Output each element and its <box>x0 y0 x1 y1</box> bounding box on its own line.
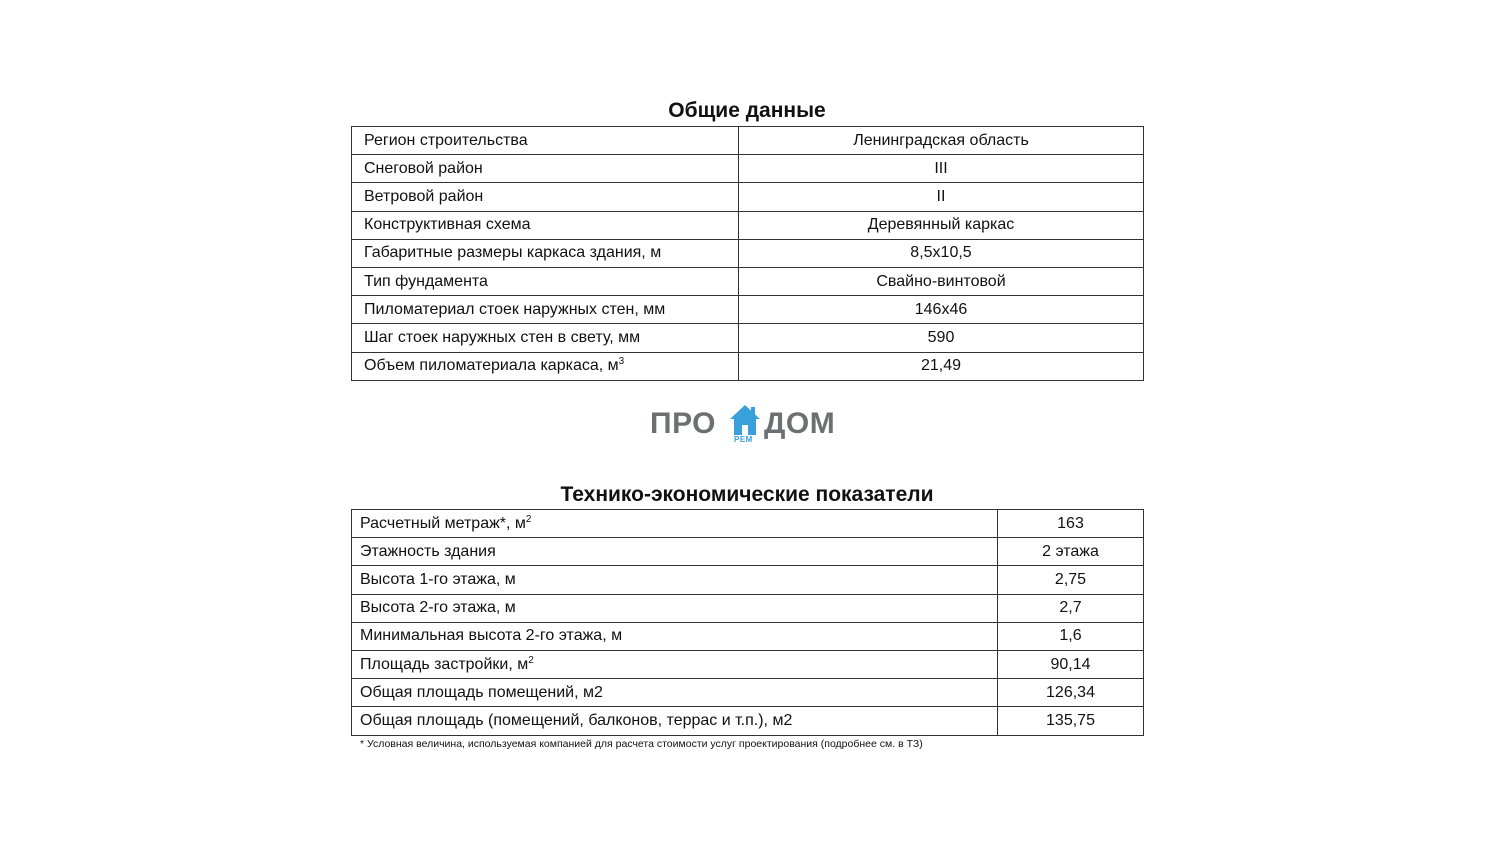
row-value: II <box>739 183 1144 211</box>
row-value: 2 этажа <box>998 538 1144 566</box>
general-data-title: Общие данные <box>668 99 826 122</box>
row-label: Снеговой район <box>352 155 739 183</box>
row-value: 2,75 <box>998 566 1144 594</box>
row-label: Ветровой район <box>352 183 739 211</box>
row-value: 135,75 <box>998 707 1144 735</box>
unit-superscript: 3 <box>618 356 625 368</box>
row-value: 21,49 <box>739 352 1144 380</box>
row-label: Минимальная высота 2-го этажа, м <box>352 622 998 650</box>
row-label: Высота 2-го этажа, м <box>352 594 998 622</box>
row-label: Площадь застройки, $м^2$ <box>352 650 998 678</box>
row-value: Свайно-винтовой <box>739 267 1144 295</box>
unit-superscript: 2 <box>528 654 534 666</box>
table-row <box>352 211 1144 239</box>
table-row <box>352 296 1144 324</box>
general-data-table <box>351 126 1144 381</box>
table-row <box>352 267 1144 295</box>
tech-indicators-table <box>351 509 1144 736</box>
row-value: Ленинградская область <box>739 127 1144 155</box>
table-row <box>352 538 1144 566</box>
row-label: Пиломатериал стоек наружных стен, мм <box>352 296 739 324</box>
logo-text-right: ДОМ <box>764 407 836 440</box>
table-row <box>352 622 1144 650</box>
row-label: Высота 1-го этажа, м <box>352 566 998 594</box>
row-value: 90,14 <box>998 650 1144 678</box>
row-label: Этажность здания <box>352 538 998 566</box>
row-label: Тип фундамента <box>352 267 739 295</box>
row-label: Регион строительства <box>352 127 739 155</box>
row-value: 8,5x10,5 <box>739 239 1144 267</box>
row-label: Шаг стоек наружных стен в свету, мм <box>352 324 739 352</box>
row-label: Конструктивная схема <box>352 211 739 239</box>
tech-indicators-title: Технико-экономические показатели <box>560 483 934 506</box>
row-value: 163 <box>998 510 1144 538</box>
row-value: 2,7 <box>998 594 1144 622</box>
table-row <box>352 183 1144 211</box>
table-row <box>352 679 1144 707</box>
logo-subtext: РЕМ <box>734 435 753 444</box>
table-row <box>352 352 1144 380</box>
footnote: * Условная величина, используемая компанией для расчета стоимости услуг проектирования (подробнее см. в ТЗ) <box>360 738 923 750</box>
row-label: Габаритные размеры каркаса здания, м <box>352 239 739 267</box>
row-label: Общая площадь помещений, м2 <box>352 679 998 707</box>
unit-superscript: 2 <box>525 513 532 525</box>
row-value: 1,6 <box>998 622 1144 650</box>
table-row <box>352 707 1144 735</box>
table-row <box>352 127 1144 155</box>
table-row <box>352 566 1144 594</box>
table-row <box>352 324 1144 352</box>
table-row <box>352 650 1144 678</box>
row-label: Расчетный метраж*, $м^2$ <box>352 510 998 538</box>
table-row <box>352 239 1144 267</box>
row-value: III <box>739 155 1144 183</box>
row-label: Объем пиломатериала каркаса, $м^3$ <box>352 352 739 380</box>
house-icon <box>728 403 762 439</box>
table-row <box>352 510 1144 538</box>
logo-text-left: ПРО <box>650 407 717 440</box>
table-row <box>352 155 1144 183</box>
row-value: Деревянный каркас <box>739 211 1144 239</box>
table-row <box>352 594 1144 622</box>
company-logo <box>648 402 852 448</box>
row-value: 590 <box>739 324 1144 352</box>
row-value: 126,34 <box>998 679 1144 707</box>
row-value: 146x46 <box>739 296 1144 324</box>
row-label: Общая площадь (помещений, балконов, террас и т.п.), м2 <box>352 707 998 735</box>
